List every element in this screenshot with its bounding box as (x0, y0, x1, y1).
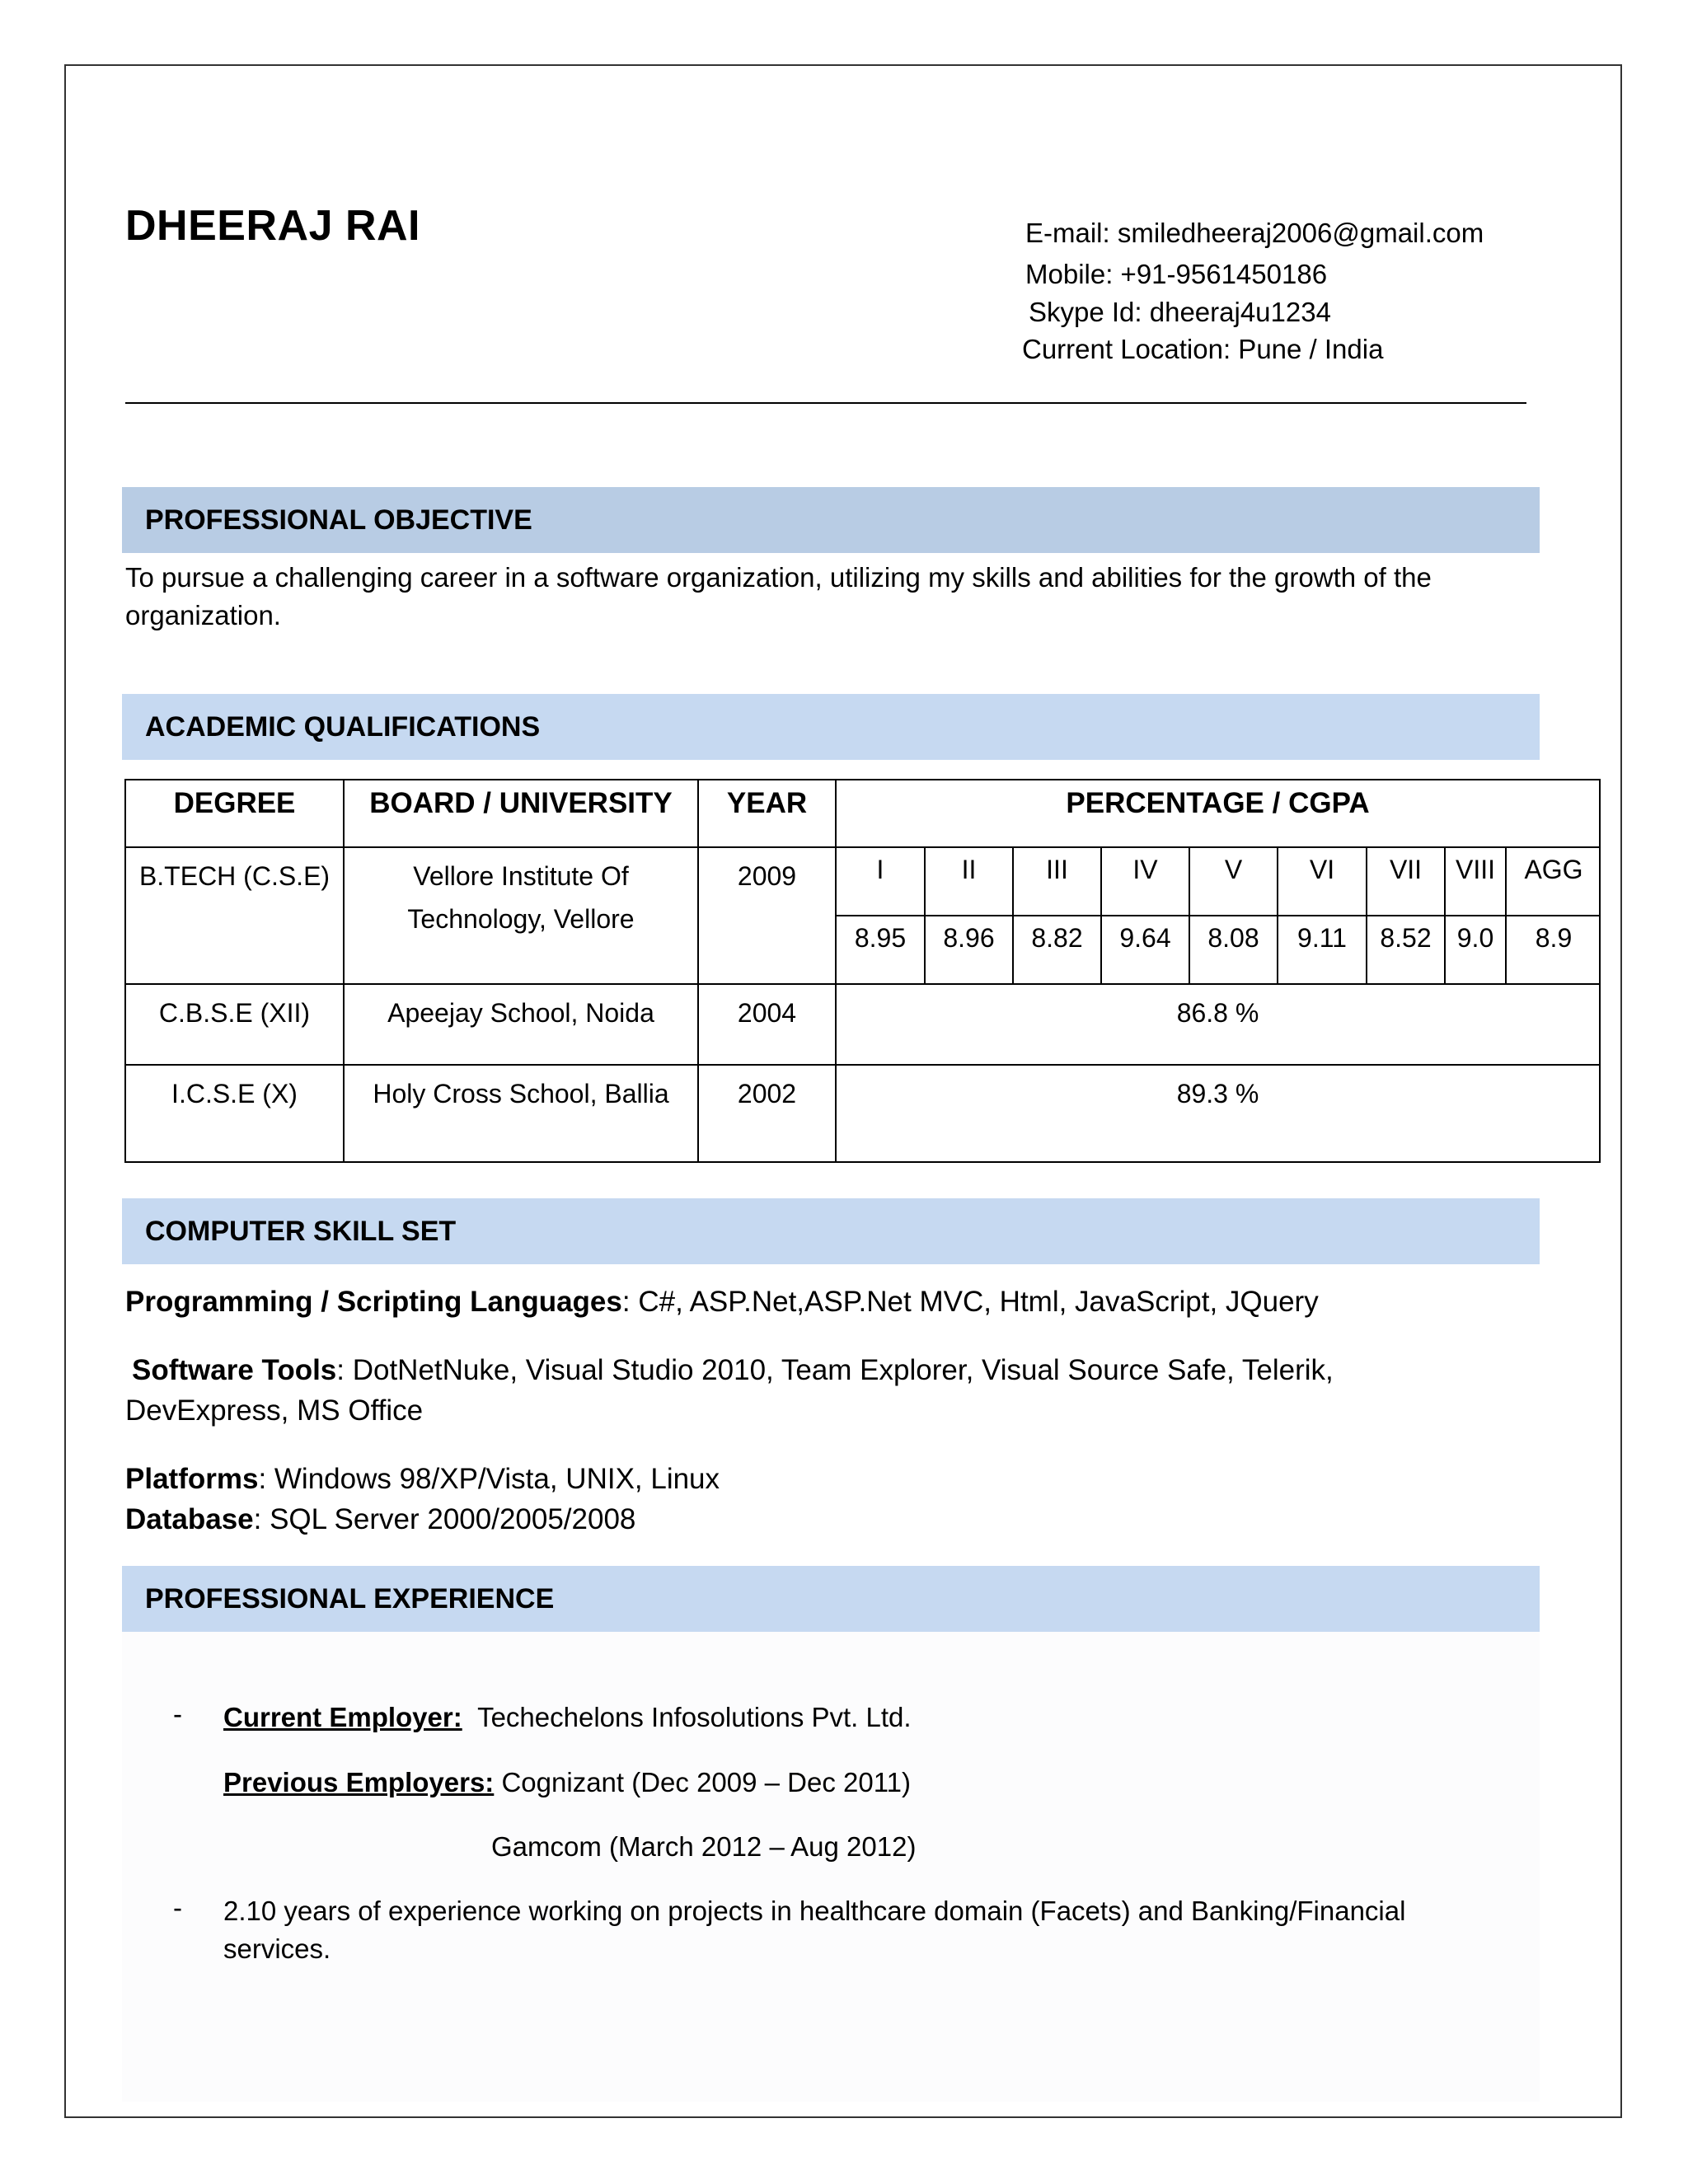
mobile: Mobile: +91-9561450186 (1025, 259, 1328, 289)
programming-languages (125, 1282, 1526, 1323)
bullet-dash: - (173, 1892, 182, 1923)
academics-table (124, 779, 1601, 1163)
database (125, 1499, 1526, 1540)
database-value: : SQL Server 2000/2005/2008 (253, 1503, 636, 1535)
tools-label: Software Tools (132, 1354, 337, 1386)
semester-score: 8.96 (925, 916, 1013, 983)
email: E-mail: smiledheeraj2006@gmail.com (1025, 218, 1484, 248)
semester-label: VI (1278, 848, 1367, 916)
semester-score: 8.52 (1367, 916, 1445, 983)
btech-cgpa (836, 847, 1600, 984)
skills-heading: COMPUTER SKILL SET (122, 1198, 1540, 1264)
platforms (125, 1459, 1526, 1500)
semester-label-row (837, 848, 1601, 916)
current-employer (223, 1699, 912, 1736)
database-label: Database (125, 1503, 254, 1535)
platforms-value: : Windows 98/XP/Vista, UNIX, Linux (258, 1463, 720, 1495)
xii-year: 2004 (698, 984, 836, 1065)
skype-id: Skype Id: dheeraj4u1234 (1029, 297, 1331, 327)
table-header-row (125, 780, 1600, 847)
table-row (125, 847, 1600, 984)
semester-score: 8.08 (1189, 916, 1278, 983)
semester-score: 9.0 (1445, 916, 1506, 983)
btech-board-line-2: Technology, Vellore (407, 904, 635, 934)
semester-score: 9.11 (1278, 916, 1367, 983)
current-employer-value: Techechelons Infosolutions Pvt. Ltd. (477, 1702, 912, 1732)
semester-label: V (1189, 848, 1278, 916)
current-employer-label: Current Employer: (223, 1702, 462, 1732)
platforms-label: Platforms (125, 1463, 259, 1495)
x-year: 2002 (698, 1065, 836, 1162)
programming-label: Programming / Scripting Languages (125, 1286, 622, 1318)
table-row (125, 1065, 1600, 1162)
semester-score-row (837, 916, 1601, 983)
software-tools (132, 1350, 1533, 1391)
objective-line-2: organization. (125, 600, 281, 630)
objective-text (125, 559, 1493, 635)
experience-summary (223, 1892, 1509, 1968)
previous-employers (223, 1764, 911, 1802)
col-degree: DEGREE (125, 780, 344, 847)
x-percentage: 89.3 % (836, 1065, 1600, 1162)
semester-score: 8.9 (1535, 923, 1573, 953)
previous-employers-label: Previous Employers: (223, 1767, 495, 1797)
semester-label: VIII (1445, 848, 1506, 916)
semester-label: I (837, 848, 925, 916)
semester-score: 8.82 (1013, 916, 1101, 983)
semester-label: III (1013, 848, 1101, 916)
objective-line-1: To pursue a challenging career in a software organization, utilizing my skills and abilities for the growth of the (125, 562, 1432, 593)
col-year: YEAR (698, 780, 836, 847)
semester-label: VII (1367, 848, 1445, 916)
x-board: Holy Cross School, Ballia (344, 1065, 698, 1162)
semester-table (837, 848, 1601, 983)
btech-board-line-1: Vellore Institute Of (413, 861, 629, 891)
xii-board: Apeejay School, Noida (344, 984, 698, 1065)
bullet-dash: - (173, 1699, 182, 1729)
header-divider (125, 402, 1526, 404)
col-percentage: PERCENTAGE / CGPA (836, 780, 1600, 847)
candidate-name: DHEERAJ RAI (125, 202, 420, 250)
semester-label: IV (1101, 848, 1189, 916)
btech-board (344, 847, 698, 984)
objective-heading: PROFESSIONAL OBJECTIVE (122, 487, 1540, 553)
xii-degree: C.B.S.E (XII) (125, 984, 344, 1065)
previous-employer-1: Cognizant (Dec 2009 – Dec 2011) (501, 1767, 911, 1797)
xii-percentage: 86.8 % (836, 984, 1600, 1065)
experience-heading: PROFESSIONAL EXPERIENCE (122, 1566, 1540, 1632)
x-degree: I.C.S.E (X) (125, 1065, 344, 1162)
semester-score: 8.95 (837, 916, 925, 983)
current-location: Current Location: Pune / India (1022, 334, 1384, 364)
col-board: BOARD / UNIVERSITY (344, 780, 698, 847)
btech-degree: B.TECH (C.S.E) (125, 847, 344, 984)
software-tools-line-2: DevExpress, MS Office (125, 1394, 424, 1427)
experience-summary-line-2: services. (223, 1933, 331, 1964)
semester-label: II (925, 848, 1013, 916)
btech-year: 2009 (698, 847, 836, 984)
previous-employer-2: Gamcom (March 2012 – Aug 2012) (491, 1831, 917, 1862)
tools-value: : DotNetNuke, Visual Studio 2010, Team Explorer, Visual Source Safe, Telerik, (336, 1354, 1334, 1386)
table-row (125, 984, 1600, 1065)
programming-value: : C#, ASP.Net,ASP.Net MVC, Html, JavaScript, JQuery (621, 1286, 1319, 1318)
semester-score: 9.64 (1101, 916, 1189, 983)
experience-summary-line-1: 2.10 years of experience working on projects in healthcare domain (Facets) and Banking/Financial (223, 1896, 1406, 1926)
semester-label: AGG (1506, 848, 1601, 916)
academics-heading: ACADEMIC QUALIFICATIONS (122, 694, 1540, 760)
